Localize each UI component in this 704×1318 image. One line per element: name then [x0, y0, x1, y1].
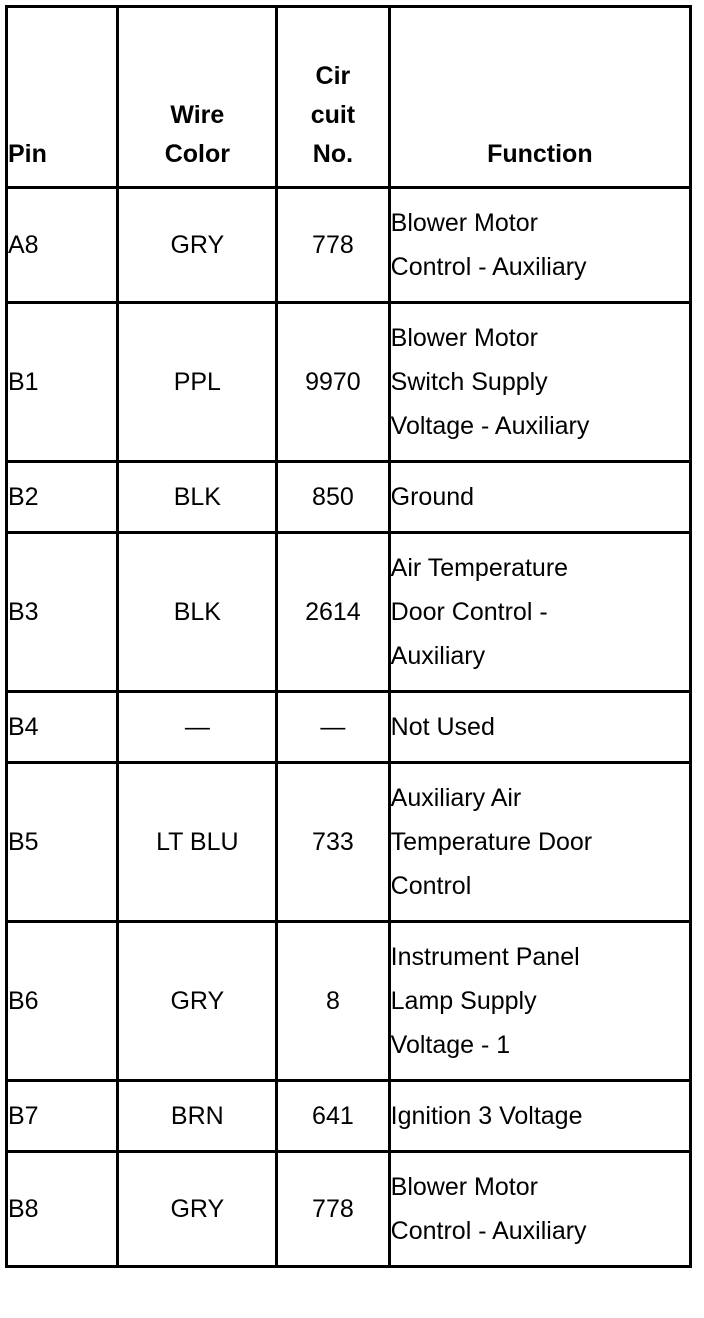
wire-color-cell: GRY: [118, 1152, 277, 1267]
circuit-cell: 850: [277, 462, 389, 533]
function-cell: [389, 1081, 690, 1152]
table-row: [7, 1081, 691, 1152]
wire-color-cell: LT BLU: [118, 763, 277, 922]
function-line: Auxiliary Air: [390, 784, 522, 812]
wire-color-cell: PPL: [118, 303, 277, 462]
function-line: Ground: [390, 483, 475, 511]
circuit-cell: 2614: [277, 533, 389, 692]
table-row: [7, 692, 691, 763]
circuit-cell: 8: [277, 922, 389, 1081]
circuit-cell: 641: [277, 1081, 389, 1152]
function-line: Air Temperature: [390, 554, 569, 582]
circuit-cell: —: [277, 692, 389, 763]
function-line: Blower Motor: [390, 1173, 538, 1201]
pin-cell: B6: [7, 922, 118, 1081]
header-pin: Pin: [7, 7, 118, 188]
function-cell: [389, 462, 690, 533]
function-line: Door Control -: [390, 598, 548, 626]
circuit-cell: 778: [277, 1152, 389, 1267]
wire-color-cell: BLK: [118, 533, 277, 692]
table-row: [7, 188, 691, 303]
pin-cell: B1: [7, 303, 118, 462]
function-line: Blower Motor: [390, 324, 538, 352]
function-line: Control - Auxiliary: [390, 1217, 587, 1245]
header-wire-color-line: Color: [164, 140, 230, 168]
function-line: Instrument Panel: [390, 943, 580, 971]
header-circuit-line: No.: [312, 140, 354, 168]
table-row: [7, 763, 691, 922]
table-row: [7, 1152, 691, 1267]
wire-color-cell: BLK: [118, 462, 277, 533]
connector-pinout-table: [5, 5, 692, 1268]
table-row: [7, 462, 691, 533]
function-line: Control - Auxiliary: [390, 253, 587, 281]
pin-cell: B7: [7, 1081, 118, 1152]
pin-cell: B3: [7, 533, 118, 692]
header-circuit-no: [277, 7, 389, 188]
header-wire-color: [118, 7, 277, 188]
function-line: Switch Supply: [390, 368, 548, 396]
function-line: Control: [390, 872, 472, 900]
pin-cell: B4: [7, 692, 118, 763]
circuit-cell: 9970: [277, 303, 389, 462]
function-line: Temperature Door: [390, 828, 593, 856]
function-cell: [389, 1152, 690, 1267]
pin-cell: B5: [7, 763, 118, 922]
wire-color-cell: —: [118, 692, 277, 763]
function-cell: [389, 692, 690, 763]
table-row: [7, 922, 691, 1081]
function-line: Auxiliary: [390, 642, 486, 670]
function-cell: [389, 922, 690, 1081]
table-header-row: [7, 7, 691, 188]
wire-color-cell: GRY: [118, 188, 277, 303]
function-cell: [389, 188, 690, 303]
function-line: Lamp Supply: [390, 987, 537, 1015]
function-line: Voltage - 1: [390, 1031, 511, 1059]
header-wire-color-line: Wire: [170, 101, 225, 129]
pin-cell: B2: [7, 462, 118, 533]
header-function: Function: [389, 7, 690, 188]
function-cell: [389, 533, 690, 692]
table-row: [7, 533, 691, 692]
circuit-cell: 778: [277, 188, 389, 303]
function-line: Ignition 3 Voltage: [390, 1102, 583, 1130]
pin-cell: B8: [7, 1152, 118, 1267]
pin-cell: A8: [7, 188, 118, 303]
header-circuit-line: Cir: [315, 62, 351, 90]
wire-color-cell: BRN: [118, 1081, 277, 1152]
function-line: Voltage - Auxiliary: [390, 412, 590, 440]
function-cell: [389, 303, 690, 462]
function-cell: [389, 763, 690, 922]
header-circuit-line: cuit: [310, 101, 356, 129]
wire-color-cell: GRY: [118, 922, 277, 1081]
table-row: [7, 303, 691, 462]
circuit-cell: 733: [277, 763, 389, 922]
function-line: Not Used: [390, 713, 495, 741]
function-line: Blower Motor: [390, 209, 538, 237]
